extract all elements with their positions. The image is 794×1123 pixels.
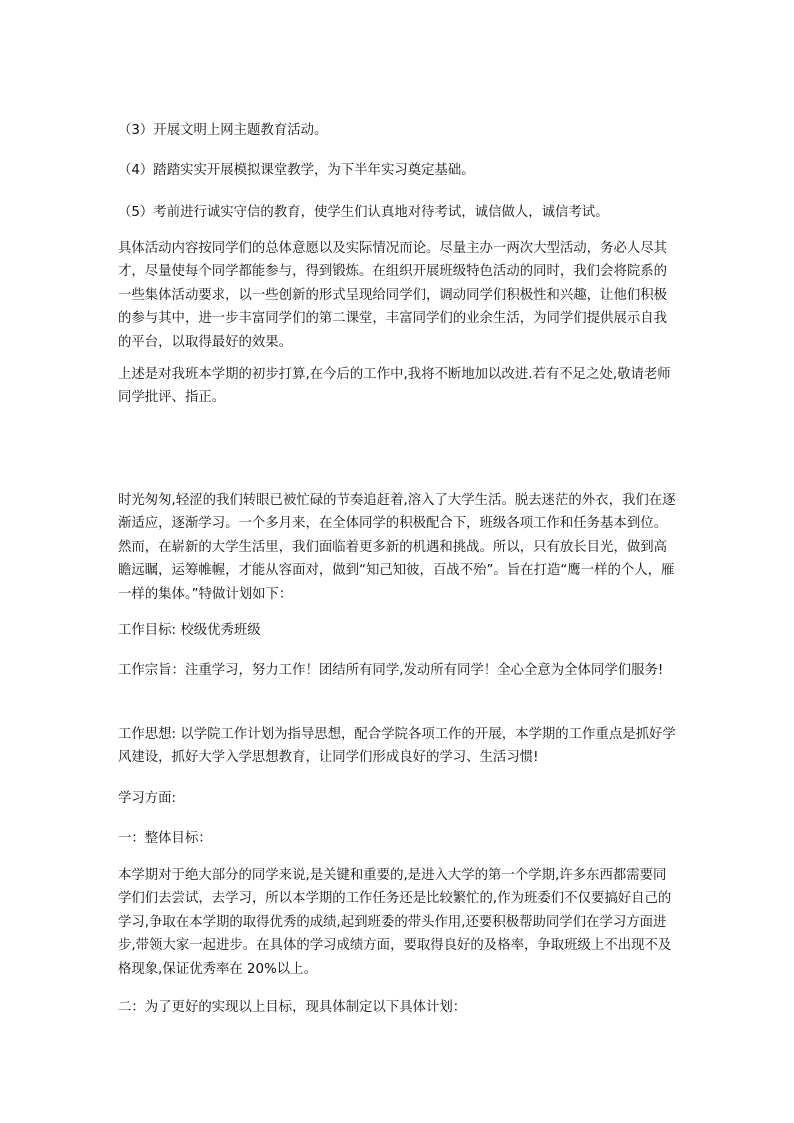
subheading-specific-plan: 二：为了更好的实现以上目标，现具体制定以下具体计划： [118,1000,467,1015]
work-tenet: 工作宗旨：注重学习，努力工作！团结所有同学,发动所有同学！全心全意为全体同学们服务! [118,663,664,678]
section-heading-study: 学习方面: [118,791,177,806]
paragraph-activity-content: 具体活动内容按同学们的总体意愿以及实际情况而论。尽量主办一两次大型活动，务必人尽其才，尽量使每个同学都能参与，得到锻炼。在组织开展班级特色活动的同时，我们会将院系的一些集体活动要求，以一些创新的形式呈现给同学们，调动同学们积极性和兴趣，让他们积极的参与其中，进一步丰富同学们的第二课堂，丰富同学们的业余生活，为同学们提供展示自我的平台，以取得最好的效果。 [118,241,668,350]
paragraph-closing-remarks: 上述是对我班本学期的初步打算,在今后的工作中,我将不断地加以改进.若有不足之处,敬请老师同学批评、指正。 [118,367,671,406]
list-item-civilized-internet: （3）开展文明上网主题教育活动。 [118,123,328,138]
subheading-overall-goal: 一：整体目标： [118,831,212,846]
work-philosophy: 工作思想: 以学院工作计划为指导思想，配合学院各项工作的开展，本学期的工作重点是抓好学风建设，抓好大学入学思想教育，让同学们形成良好的学习、生活习惯! [118,727,676,766]
list-item-mock-teaching: （4）踏踏实实开展模拟课堂教学，为下半年实习奠定基础。 [118,163,475,178]
list-item-honesty-education: （5）考前进行诚实守信的教育，使学生们认真地对待考试，诚信做人，诚信考试。 [118,205,609,220]
work-goal: 工作目标: 校级优秀班级 [118,623,261,638]
paragraph-introduction: 时光匆匆,轻涩的我们转眼已被忙碌的节奏追赶着,溶入了大学生活。脱去迷茫的外衣，我们在逐渐适应，逐渐学习。一个多月来，在全体同学的积极配合下，班级各项工作和任务基本到位。然而，在崭新的大学生活里，我们面临着更多新的机遇和挑战。所以，只有放长目光，做到高瞻远瞩，运筹帷幄，才能从容面对，做到“知己知彼，百战不殆”。旨在打造“鹰一样的个人，雁一样的集体。”特做计划如下： [118,493,676,602]
paragraph-study-goal: 本学期对于绝大部分的同学来说,是关键和重要的,是进入大学的第一个学期,许多东西都需要同学们们去尝试，去学习，所以本学期的工作任务还是比较繁忙的,作为班委们不仅要搞好自己的学习,争取在本学期的取得优秀的成绩,起到班委的带头作用,还要积极帮助同学们在学习方面进步,带领大家一起进步。在具体的学习成绩方面，要取得良好的及格率，争取班级上不出现不及格现象,保证优秀率在 20%以上。 [118,868,672,977]
